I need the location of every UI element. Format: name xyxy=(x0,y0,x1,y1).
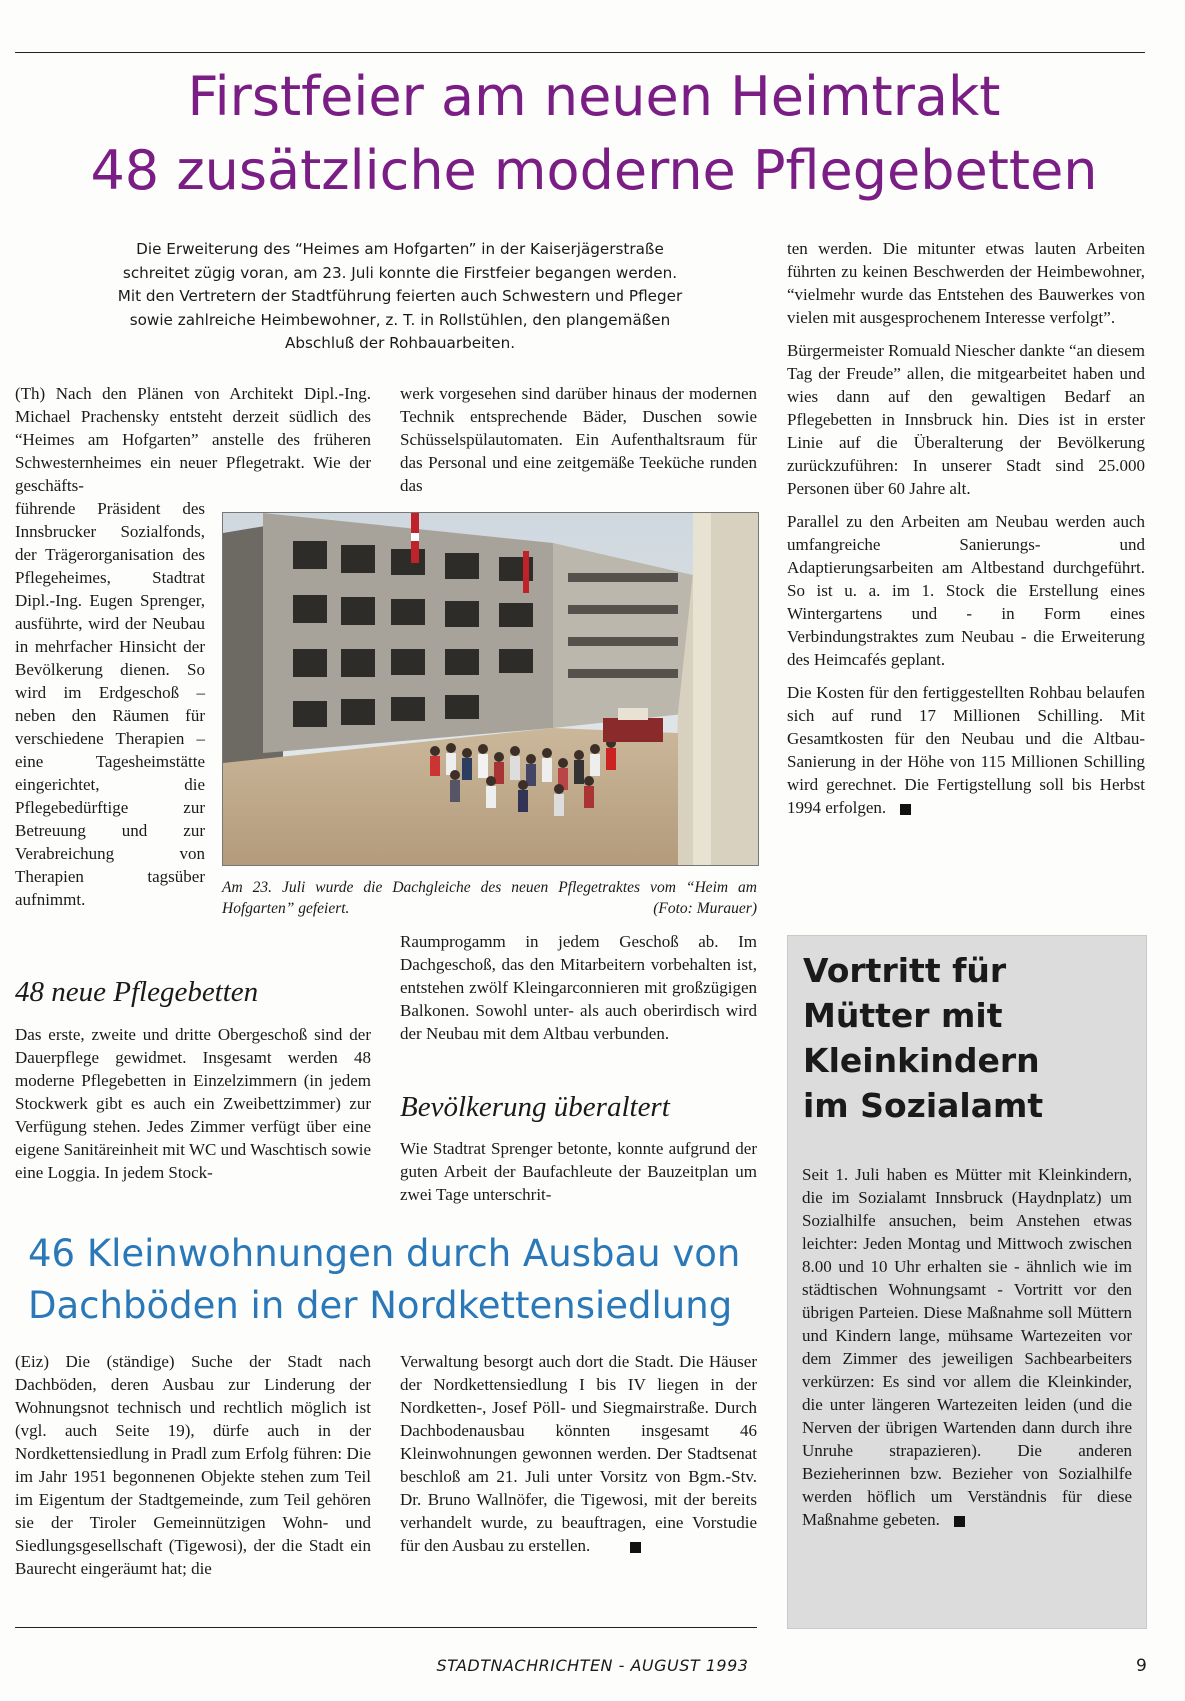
lead-paragraph xyxy=(60,238,740,356)
caption-text: Am 23. Juli wurde die Dachgleiche des neuen Pflegetraktes vom “Heim am Hofgarten” gefeiert. xyxy=(222,879,757,917)
lead-line: Abschluß der Rohbauarbeiten. xyxy=(284,334,516,352)
headline-line1: Firstfeier am neuen Heimtrakt xyxy=(187,65,1001,128)
box-title-line: Kleinkindern xyxy=(803,1041,1040,1080)
top-rule xyxy=(15,52,1145,53)
article1-col3 xyxy=(787,237,1145,829)
article1-col2-top: werk vorgesehen sind darüber hinaus der modernen Technik entsprechende Bäder, Duschen sowie Schüsselspülautomaten. Ein Aufenthaltsraum für das Personal und eine zeitgemäße Teeküche runden das xyxy=(400,384,757,495)
lead-line: schreitet zügig voran, am 23. Juli konnte die Firstfeier begangen werden. xyxy=(122,263,678,282)
subheading-pflegebetten: 48 neue Pflegebetten xyxy=(15,976,259,1008)
end-mark-icon xyxy=(954,1516,965,1527)
end-mark-icon xyxy=(630,1542,641,1553)
headline-line2: 48 zusätzliche moderne Pflegebetten xyxy=(90,139,1098,202)
article1-col2-p3: Wie Stadtrat Sprenger betonte, konnte aufgrund der guten Arbeit der Baufachleute der Bauzeitplan um zwei Tage unterschrit- xyxy=(400,1139,757,1204)
photo-credit: (Foto: Murauer) xyxy=(653,900,757,917)
box-title-line: im Sozialamt xyxy=(803,1086,1044,1125)
col3-paragraph xyxy=(787,681,1145,819)
article1-col1-intro: (Th) Nach den Plänen von Architekt Dipl.-Ing. Michael Prachensky entsteht derzeit südlich des “Heimes am Hofgarten” anstelle des früheren Schwesternheimes ein neuer Pflegetrakt. Wie der geschäfts- xyxy=(15,384,371,495)
construction-photo xyxy=(222,512,759,866)
footer-publication: STADTNACHRICHTEN - AUGUST 1993 xyxy=(436,1656,749,1675)
col3-paragraph: Parallel zu den Arbeiten am Neubau werden auch umfangreiche Sanierungs- und Adaptierungsarbeiten am Altbestand durchgeführt. So ist u. a. im 1. Stock die Erstellung eines Wintergartens und - in Form eines Verbindungstraktes zum Neubau - die Erweiterung des Heimcafés geplant. xyxy=(787,512,1145,669)
col3-paragraph: Bürgermeister Romuald Niescher dankte “an diesem Tag der Freude” allen, die mitgearbeitet haben und wies dann auf den gewaltigen Bedarf an Pflegebetten in Innsbruck hin. Dies ist in erster Linie auf die Überalterung der Bevölkerung zurückzuführen: In unserer Stadt sind 25.000 Personen über 60 Jahre alt. xyxy=(787,341,1145,498)
lead-line: sowie zahlreiche Heimbewohner, z. T. in Rollstühlen, den plangemäßen xyxy=(129,310,671,329)
page-number: 9 xyxy=(1136,1656,1147,1676)
headline xyxy=(24,60,1164,208)
box-title-line: Vortritt für xyxy=(803,951,1007,990)
article2-headline xyxy=(28,1228,768,1332)
sidebar-box-title xyxy=(803,948,1133,1128)
col3-paragraph: ten werden. Die mitunter etwas lauten Arbeiten führten zu keinen Beschwerden der Heimbewohner, “vielmehr wurde das Entstehen des Bauwerkes von vielen mit ausgesprochenem Interesse verfolgt”. xyxy=(787,239,1145,327)
article1-col1-p2: Das erste, zweite und dritte Obergeschoß sind der Dauerpflege gewidmet. Insgesamt werden 48 moderne Pflegebetten in Einzelzimmern (in jedem Stockwerk gibt es auch ein Zweibettzimmer) zur Verfügung stehen. Jedes Zimmer verfügt über eine eigene Sanitäreinheit mit WC und Waschtisch sowie eine Loggia. In jedem Stock- xyxy=(15,1025,371,1182)
article2-col2 xyxy=(400,1350,757,1557)
bottom-rule xyxy=(15,1627,757,1628)
article2-col2-text: Verwaltung besorgt auch dort die Stadt. Die Häuser der Nordkettensiedlung I bis IV liegen in der Nordketten-, Josef Pöll- und Siegmairstraße. Durch Dachbodenausbau könnten insgesamt 46 Kleinwohnungen gewonnen werden. Der Stadtsenat beschloß am 21. Juli unter Vorsitz von Bgm.-Stv. Dr. Bruno Wallnöfer, die Tigewosi, mit der bereits verhandelt wurde, zu beauftragen, eine Vorstudie für den Ausbau zu erstellen. xyxy=(400,1352,757,1555)
article2-headline-line2: Dachböden in der Nordkettensiedlung xyxy=(28,1284,733,1327)
end-mark-icon xyxy=(900,804,911,815)
col3-closing: Die Kosten für den fertiggestellten Rohbau belaufen sich auf rund 17 Millionen Schilling. Mit Gesamtkosten für den Neubau und die Altbau-Sanierung in der Höhe von 115 Millionen Schilling wird gerechnet. Die Fertigstellung soll bis Herbst 1994 erfolgen. xyxy=(787,683,1145,817)
box-title-line: Mütter mit xyxy=(803,996,1003,1035)
article2-headline-line1: 46 Kleinwohnungen durch Ausbau von xyxy=(28,1232,741,1275)
building-image xyxy=(223,513,758,865)
lead-line: Die Erweiterung des “Heimes am Hofgarten” in der Kaiserjägerstraße xyxy=(136,240,664,258)
subheading-bevoelkerung: Bevölkerung überaltert xyxy=(400,1091,670,1123)
box-body-text: Seit 1. Juli haben es Mütter mit Kleinkindern, die im Sozialamt Innsbruck (Haydnplatz) um Sozialhilfe ansuchen, beim Anstehen etwas leichter: Jeden Montag und Mittwoch zwischen 8.00 und 10 Uhr erhalten sie - ähnlich wie im städtischen Wohnungsamt - Vortritt vor den übrigen Parteien. Diese Maßnahme soll Müttern und Kindern lange, mühsame Wartezeiten vor dem Zimmer des jeweiligen Sachbearbeiters verkürzen: Es sind vor allem die Kleinkinder, die unter längeren Wartezeiten leiden (und die Nerven der übrigen Wartenden dann durch ihre Unruhe strapazieren). Die anderen Bezieherinnen bzw. Bezieher von Sozialhilfe werden höflich um Verständnis für diese Maßnahme gebeten. xyxy=(802,1165,1132,1529)
lead-line: Mit den Vertretern der Stadtführung feierten auch Schwestern und Pfleger xyxy=(117,287,683,305)
article1-col1-wrap: führende Präsident des Innsbrucker Sozialfonds, der Trägerorganisation des Pflegeheimes, Stadtrat Dipl.-Ing. Eugen Sprenger, ausführte, wird der Neubau in mehrfacher Hinsicht der Bevölkerung dienen. So wird im Erdgeschoß – neben den Räumen für verschiedene Therapien – eine Tagesheimstätte eingerichtet, die Pflegebedürftige zur Betreuung und zur Verabreichung von Therapien tagsüber aufnimmt. xyxy=(15,499,205,909)
article2-col1: (Eiz) Die (ständige) Suche der Stadt nach Dachböden, deren Ausbau zur Linderung der Wohnungsnot technisch und rechtlich möglich ist (vgl. auch Seite 19), dürfe auch in der Nordkettensiedlung in Pradl zum Erfolg führen: Die im Jahr 1951 begonnenen Objekte stehen zum Teil im Eigentum der Stadtgemeinde, zum Teil gehören sie der Tiroler Gemeinnützigen Wohn- und Siedlungsgesellschaft (Tigewosi), der die Stadt ein Baurecht eingeräumt hat; die xyxy=(15,1352,371,1578)
sidebar-box-body xyxy=(802,1163,1132,1531)
photo-caption xyxy=(222,877,757,919)
article1-col2-cont: Raumprogamm in jedem Geschoß ab. Im Dachgeschoß, das den Mitarbeitern vorbehalten ist, entstehen zwölf Kleingarconnieren mit großzügigen Balkonen. Sowohl unter- als auch oberirdisch wird der Neubau mit dem Altbau verbunden. xyxy=(400,932,757,1043)
